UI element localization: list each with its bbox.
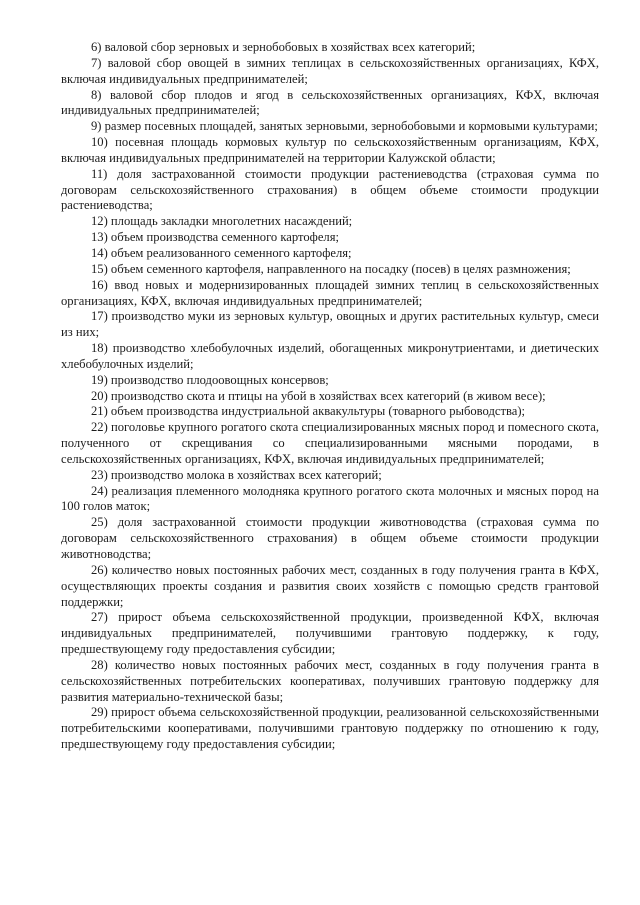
list-item: 15) объем семенного картофеля, направленного на посадку (посев) в целях размножения; [91, 261, 571, 276]
list-item: 16) ввод новых и модернизированных площадей зимних теплиц в сельскохозяйственных организациях, КФХ, включая индивидуальных предпринимателей; [61, 277, 599, 308]
list-item: 9) размер посевных площадей, занятых зерновыми, зернобобовыми и кормовыми культурами; [91, 119, 598, 134]
list-item: 10) посевная площадь кормовых культур по сельскохозяйственным организациям, КФХ, включая индивидуальных предпринимателей на территории Калужской области; [61, 135, 599, 165]
list-item: 20) производство скота и птицы на убой в хозяйствах всех категорий (в живом весе); [91, 388, 546, 403]
list-item: 24) реализация племенного молодняка крупного рогатого скота молочных и мясных пород на 100 голов маток; [61, 483, 599, 514]
list-item: 25) доля застрахованной стоимости продукции животноводства (страховая сумма по договорам сельскохозяйственного страхования) в общем объеме стоимости продукции животноводства; [61, 515, 599, 561]
list-item: 29) прирост объема сельскохозяйственной продукции, реализованной сельскохозяйственными потребительскими кооперативами, получившими грантовую поддержку по отношению к году, предшествующему году предоставления субсидии; [61, 705, 599, 752]
list-item: 13) объем производства семенного картофеля; [91, 230, 339, 245]
document-page [61, 40, 599, 753]
list-item: 21) объем производства индустриальной аквакультуры (товарного рыбоводства); [91, 404, 526, 419]
list-item: 14) объем реализованного семенного картофеля; [91, 245, 352, 260]
list-item: 22) поголовье крупного рогатого скота специализированных мясных пород и помесного скота, полученного от скрещивания со специализированными мясными породами, в сельскохозяйственных организациях, КФХ, включая индивидуальных предпринимателей; [61, 420, 599, 466]
list-item: 28) количество новых постоянных рабочих мест, созданных в году получения гранта в сельскохозяйственных потребительских кооперативах, получивших грантовую поддержку для развития материально-технической базы; [61, 657, 599, 704]
list-item: 8) валовой сбор плодов и ягод в сельскохозяйственных организациях, КФХ, включая индивидуальных предпринимателей; [61, 87, 599, 118]
list-item: 17) производство муки из зерновых культур, овощных и других растительных культур, смеси из них; [61, 309, 599, 340]
list-item: 11) доля застрахованной стоимости продукции растениеводства (страховая сумма по договорам сельскохозяйственного страхования) в общем объеме стоимости продукции растениеводства; [61, 166, 599, 213]
list-item: 7) валовой сбор овощей в зимних теплицах в сельскохозяйственных организациях, КФХ, включая индивидуальных предпринимателей; [61, 55, 599, 86]
list-item: 23) производство молока в хозяйствах всех категорий; [91, 467, 382, 482]
list-item: 19) производство плодоовощных консервов; [91, 372, 329, 387]
list-item: 26) количество новых постоянных рабочих мест, созданных в году получения гранта в КФХ, осуществляющих проекты создания и развития своих хозяйств с помощью средств грантовой поддержки; [61, 562, 599, 609]
list-item: 18) производство хлебобулочных изделий, обогащенных микронутриентами, и диетических хлебобулочных изделий; [61, 341, 599, 371]
list-item: 27) прирост объема сельскохозяйственной продукции, произведенной КФХ, включая индивидуальных предпринимателей, получившими грантовую поддержку, к году, предшествующему году предоставления субсидии; [61, 610, 599, 657]
list-item: 12) площадь закладки многолетних насаждений; [91, 214, 353, 229]
list-item: 6) валовой сбор зерновых и зернобобовых в хозяйствах всех категорий; [91, 40, 476, 54]
